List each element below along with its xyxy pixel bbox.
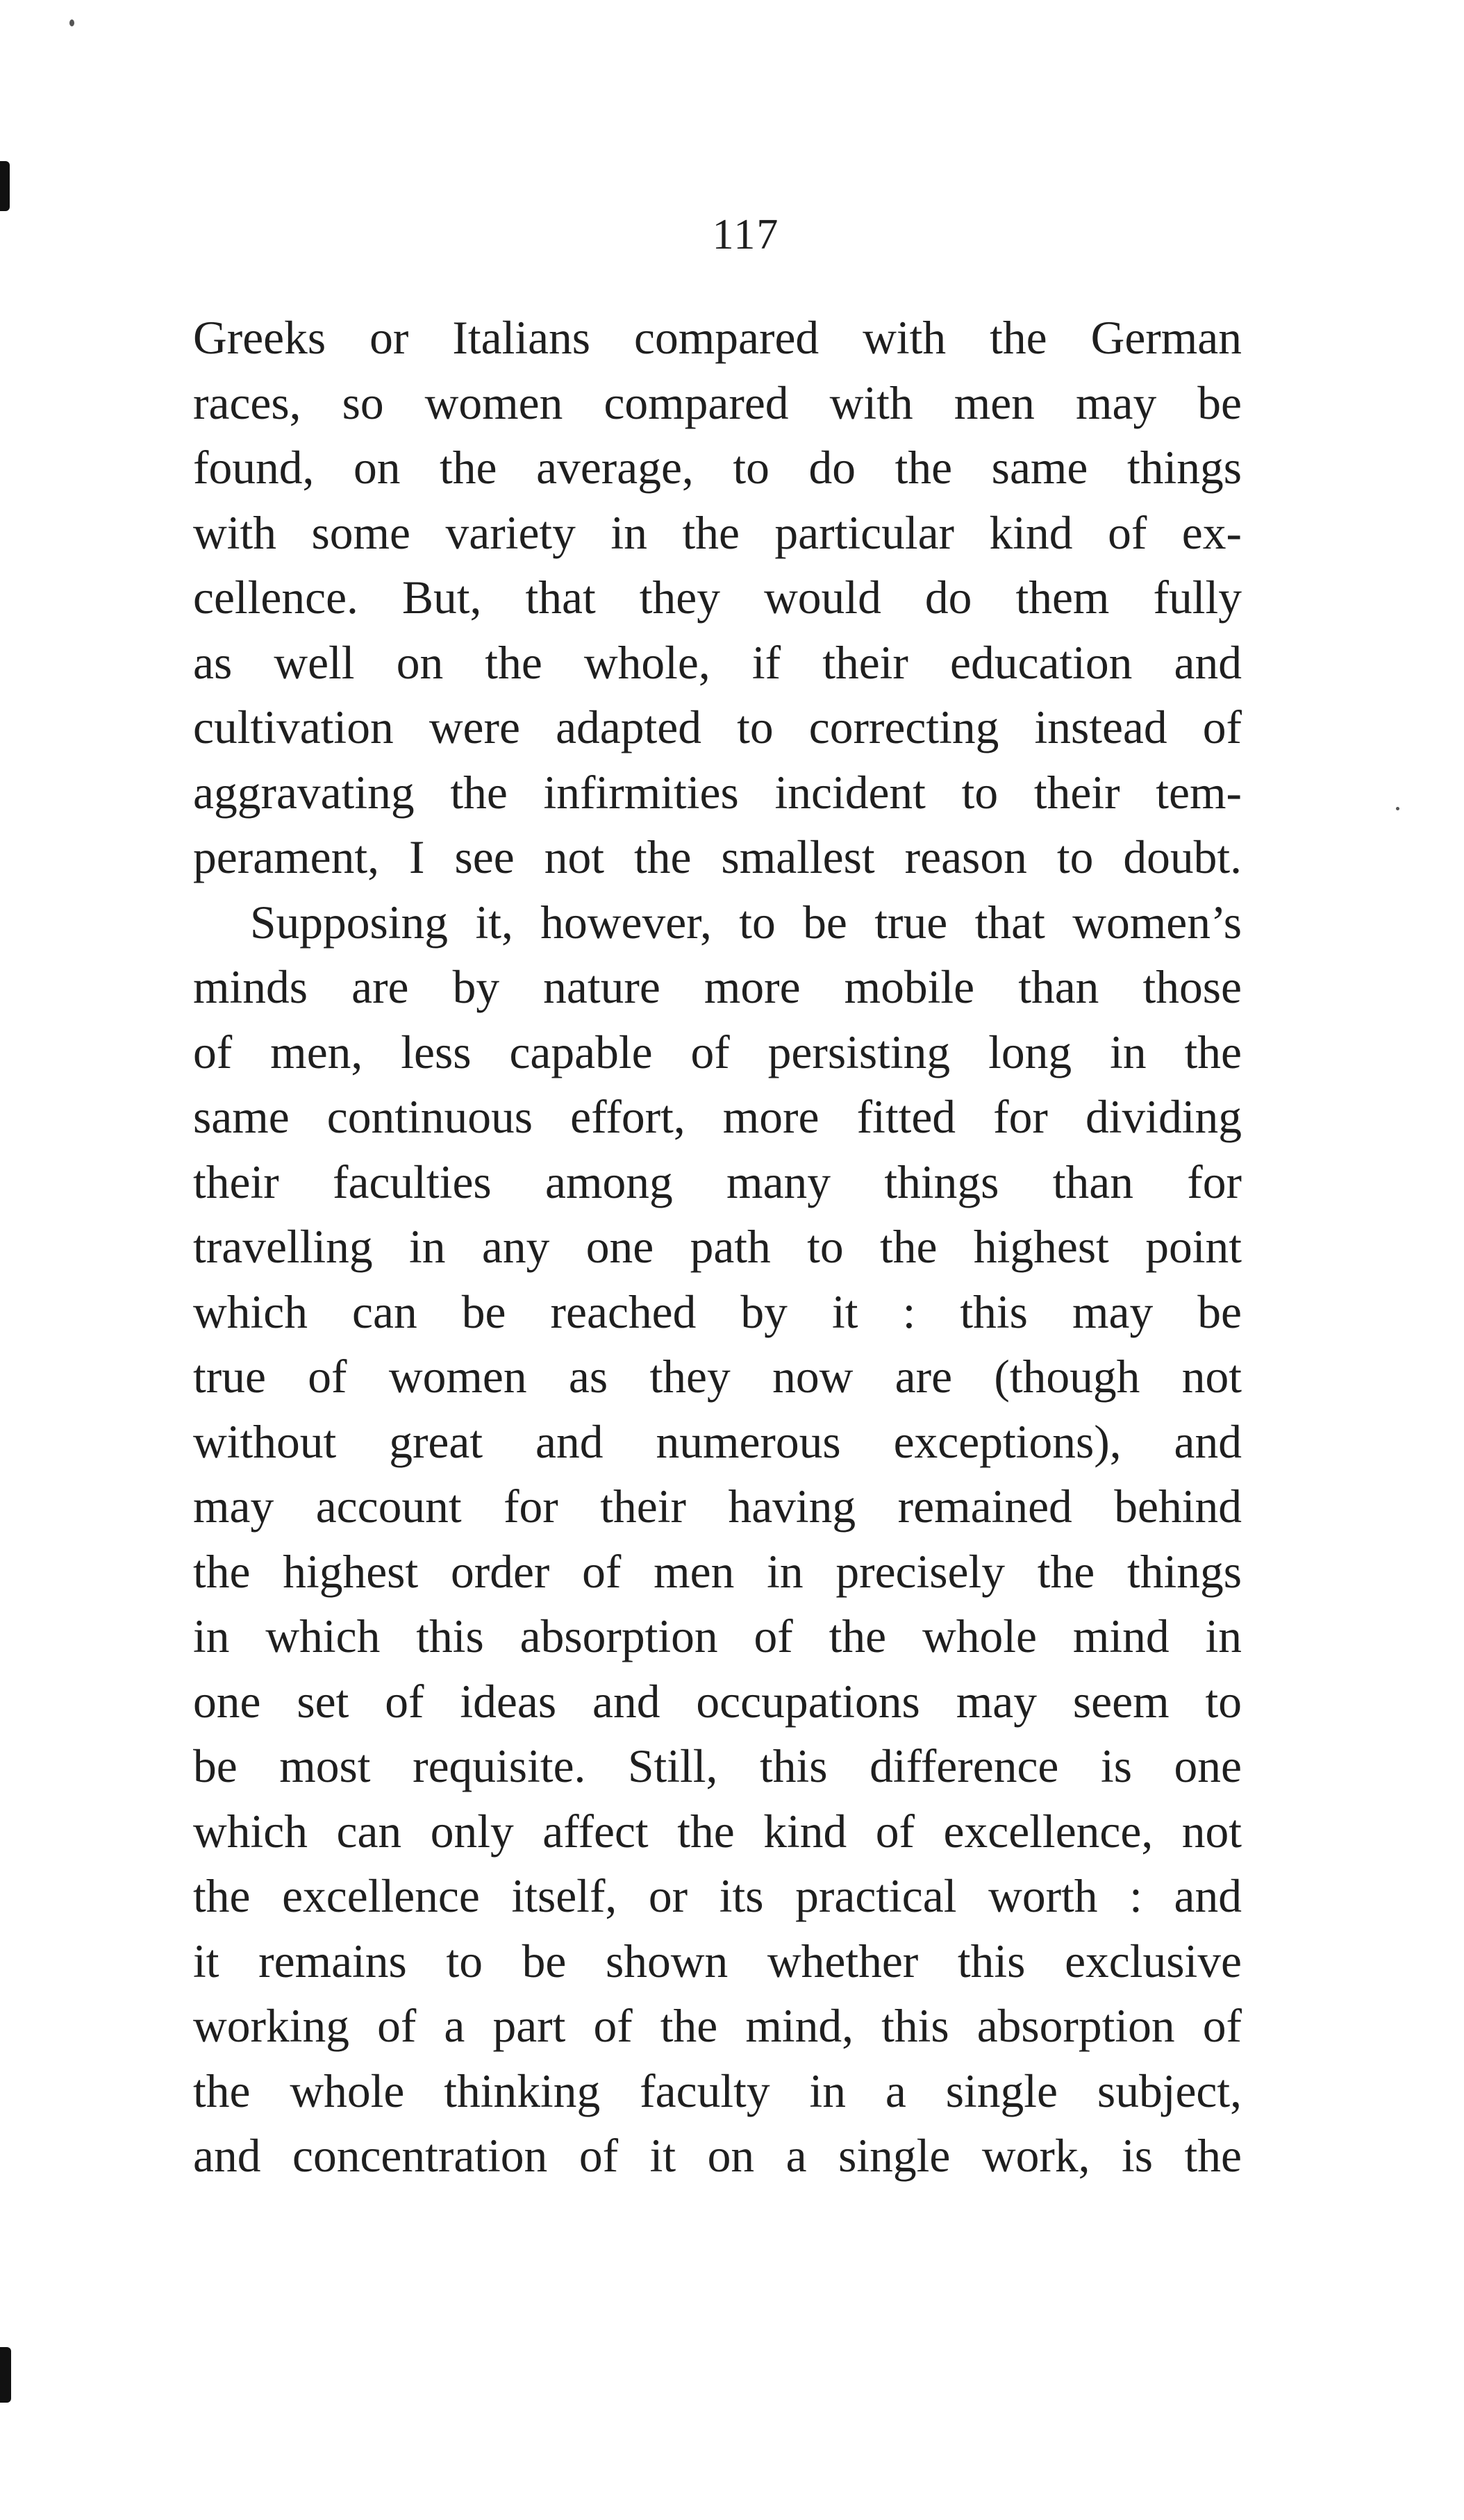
text-line: found, on the average, to do the same things [193, 442, 1242, 494]
text-line: one set of ideas and occupations may seem to [193, 1675, 1242, 1728]
text-line: the highest order of men in precisely the things [193, 1545, 1242, 1598]
text-line: races, so women compared with men may be [193, 376, 1242, 429]
text-line: their faculties among many things than for [193, 1155, 1242, 1208]
text-line: perament, I see not the smallest reason to doubt. [193, 831, 1242, 883]
text-line: which can only affect the kind of excellence, not [193, 1805, 1242, 1858]
page-number: 117 [712, 211, 780, 258]
text-line: cultivation were adapted to correcting instead of [193, 701, 1242, 753]
text-line: as well on the whole, if their education and [193, 636, 1242, 689]
paragraph-1 [193, 306, 1242, 890]
text-line: minds are by nature more mobile than those [193, 961, 1242, 1013]
binding-mark-bottom [0, 2347, 11, 2403]
text-line: the whole thinking faculty in a single subject, [193, 2064, 1242, 2117]
text-line: which can be reached by it : this may be [193, 1285, 1242, 1338]
text-line: the excellence itself, or its practical worth : and [193, 1870, 1242, 1922]
scan-speck [1396, 807, 1399, 810]
text-line: without great and numerous exceptions), and [193, 1415, 1242, 1468]
text-line: cellence. But, that they would do them fully [193, 571, 1242, 624]
text-line: may account for their having remained behind [193, 1480, 1242, 1533]
text-line: Supposing it, however, to be true that women’s [250, 896, 1242, 949]
text-line: in which this absorption of the whole mind in [193, 1610, 1242, 1662]
body-text [193, 306, 1242, 2189]
scan-speck [69, 19, 74, 26]
text-line: of men, less capable of persisting long in the [193, 1026, 1242, 1078]
text-line: it remains to be shown whether this exclusive [193, 1935, 1242, 1987]
text-line: and concentration of it on a single work, is the [193, 2130, 1242, 2182]
text-line: working of a part of the mind, this absorption of [193, 2000, 1242, 2052]
text-line: aggravating the infirmities incident to their tem- [193, 766, 1242, 819]
text-line: Greeks or Italians compared with the German [193, 312, 1242, 364]
binding-mark-top [0, 161, 10, 211]
text-line: same continuous effort, more fitted for dividing [193, 1091, 1242, 1143]
text-line: travelling in any one path to the highest point [193, 1221, 1242, 1273]
text-line: be most requisite. Still, this difference is one [193, 1740, 1242, 1792]
text-line: with some variety in the particular kind of ex- [193, 506, 1242, 559]
paragraph-2 [193, 890, 1242, 2189]
text-line: true of women as they now are (though not [193, 1351, 1242, 1403]
